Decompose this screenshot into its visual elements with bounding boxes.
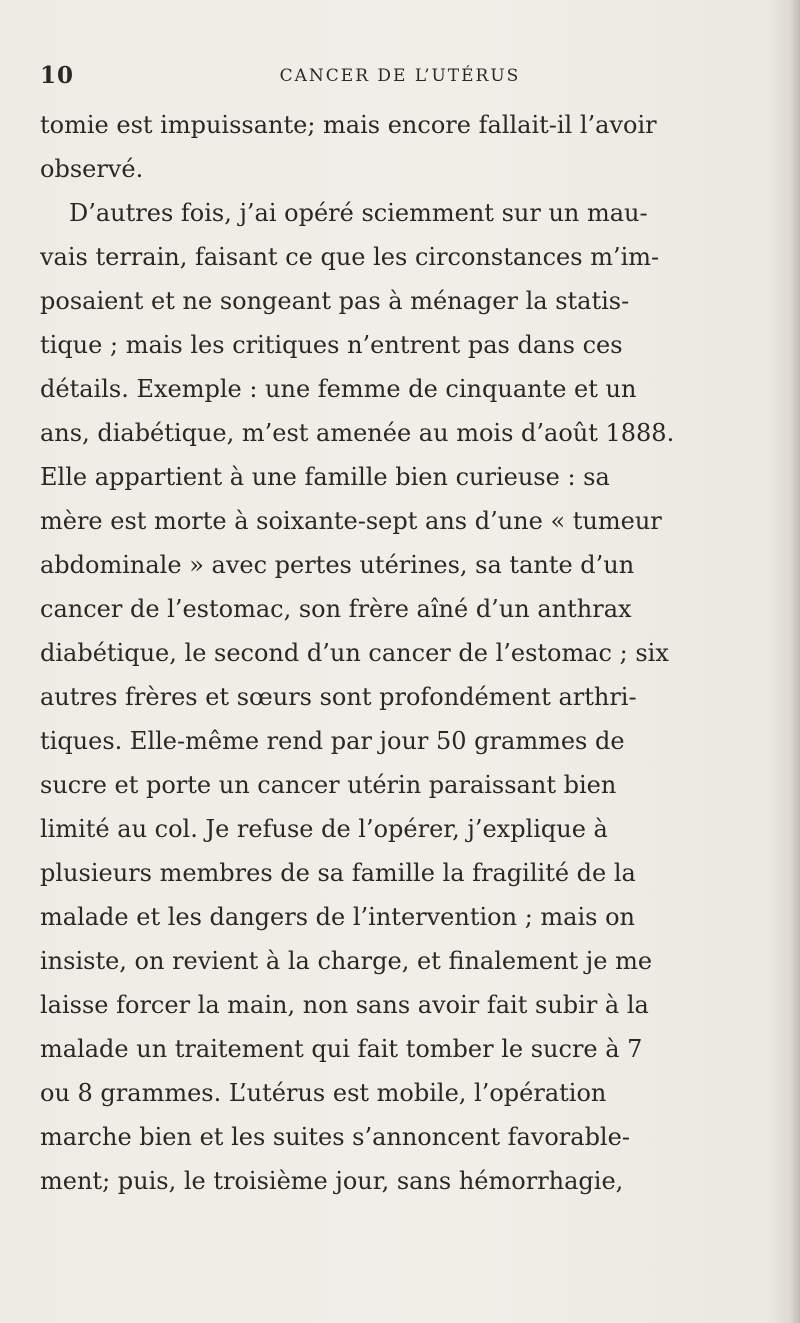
page-header [40, 62, 760, 92]
running-title: CANCER DE L’UTÉRUS [279, 66, 521, 86]
text-line: plusieurs membres de sa famille la fragilité de la [40, 859, 636, 887]
text-line: D’autres fois, j’ai opéré sciemment sur un mau- [69, 199, 648, 227]
text-line: Elle appartient à une famille bien curieuse : sa [40, 463, 610, 491]
text-line: détails. Exemple : une femme de cinquante et un [40, 375, 637, 403]
text-line: diabétique, le second d’un cancer de l’estomac ; six [40, 639, 669, 667]
text-line: tique ; mais les critiques n’entrent pas dans ces [40, 331, 623, 359]
text-line: observé. [40, 155, 144, 183]
page-number: 10 [40, 62, 75, 89]
text-line: ans, diabétique, m’est amenée au mois d’août 1888. [40, 419, 675, 447]
text-line: laisse forcer la main, non sans avoir fait subir à la [40, 991, 649, 1019]
text-line: abdominale » avec pertes utérines, sa tante d’un [40, 551, 635, 579]
text-line: vais terrain, faisant ce que les circonstances m’im- [40, 243, 660, 271]
text-line: tomie est impuissante; mais encore fallait-il l’avoir [40, 111, 657, 139]
text-line: autres frères et sœurs sont profondément arthri- [40, 683, 637, 711]
text-line: tiques. Elle-même rend par jour 50 grammes de [40, 727, 625, 755]
text-line: ou 8 grammes. L’utérus est mobile, l’opération [40, 1079, 607, 1107]
text-line: cancer de l’estomac, son frère aîné d’un anthrax [40, 595, 632, 623]
text-line: ment; puis, le troisième jour, sans hémorrhagie, [40, 1167, 624, 1195]
text-line: limité au col. Je refuse de l’opérer, j’explique à [40, 815, 608, 843]
text-line: malade un traitement qui fait tomber le sucre à 7 [40, 1035, 643, 1063]
text-line: marche bien et les suites s’annoncent favorable- [40, 1123, 630, 1151]
text-line: insiste, on revient à la charge, et finalement je me [40, 947, 653, 975]
page-edge-shadow [790, 0, 800, 1323]
text-line: mère est morte à soixante-sept ans d’une « tumeur [40, 507, 662, 535]
text-line: posaient et ne songeant pas à ménager la statis- [40, 287, 630, 315]
text-line: malade et les dangers de l’intervention ; mais on [40, 903, 635, 931]
text-line: sucre et porte un cancer utérin paraissant bien [40, 771, 617, 799]
